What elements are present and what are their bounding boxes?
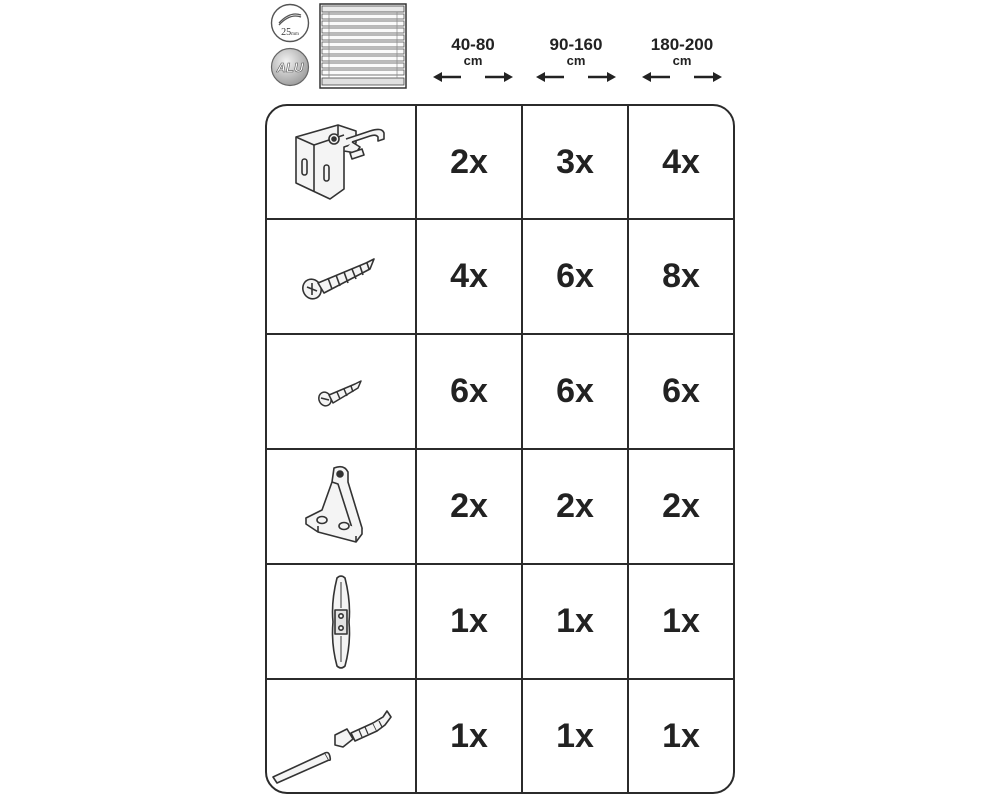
quantity-cell: 1x (556, 602, 594, 640)
aluminium-badge-icon (270, 47, 310, 87)
quantity-cell: 6x (662, 372, 700, 410)
column-unit: cm (463, 53, 483, 68)
quantity-cell: 1x (662, 602, 700, 640)
column-range: 180-200 (650, 35, 714, 54)
quantity-cell: 8x (662, 257, 700, 295)
mounting-bracket-icon (267, 106, 415, 219)
tilt-wand-icon (267, 680, 415, 793)
column-header-90-160 (521, 36, 631, 83)
slat-width-value: 25 (281, 27, 292, 38)
cord-connector-icon (267, 565, 415, 678)
quantity-cell: 2x (450, 143, 488, 181)
column-header-180-200 (627, 36, 737, 83)
parts-quantity-table (265, 104, 735, 794)
column-unit: cm (672, 53, 692, 68)
quantity-cell: 4x (450, 257, 488, 295)
quantity-cell: 6x (556, 372, 594, 410)
venetian-blind-icon (319, 3, 407, 89)
quantity-cell: 1x (450, 717, 488, 755)
slat-width-unit: mm (291, 32, 299, 37)
quantity-cell: 3x (556, 143, 594, 181)
short-screw-icon (267, 335, 415, 448)
quantity-cell: 2x (450, 487, 488, 525)
quantity-cell: 1x (662, 717, 700, 755)
quantity-cell: 1x (556, 717, 594, 755)
cord-guide-bracket-icon (267, 450, 415, 563)
quantity-cell: 4x (662, 143, 700, 181)
quantity-cell: 1x (450, 602, 488, 640)
column-header-40-80 (418, 36, 528, 83)
quantity-cell: 6x (450, 372, 488, 410)
width-range-arrows-icon (536, 71, 616, 83)
aluminium-badge-label: ALU (276, 60, 304, 75)
slat-width-badge-icon (270, 3, 310, 43)
quantity-cell: 2x (556, 487, 594, 525)
long-screw-icon (267, 220, 415, 333)
column-range: 90-160 (549, 35, 603, 54)
quantity-cell: 6x (556, 257, 594, 295)
width-range-arrows-icon (433, 71, 513, 83)
column-range: 40-80 (451, 35, 495, 54)
column-unit: cm (566, 53, 586, 68)
width-range-arrows-icon (642, 71, 722, 83)
quantity-cell: 2x (662, 487, 700, 525)
